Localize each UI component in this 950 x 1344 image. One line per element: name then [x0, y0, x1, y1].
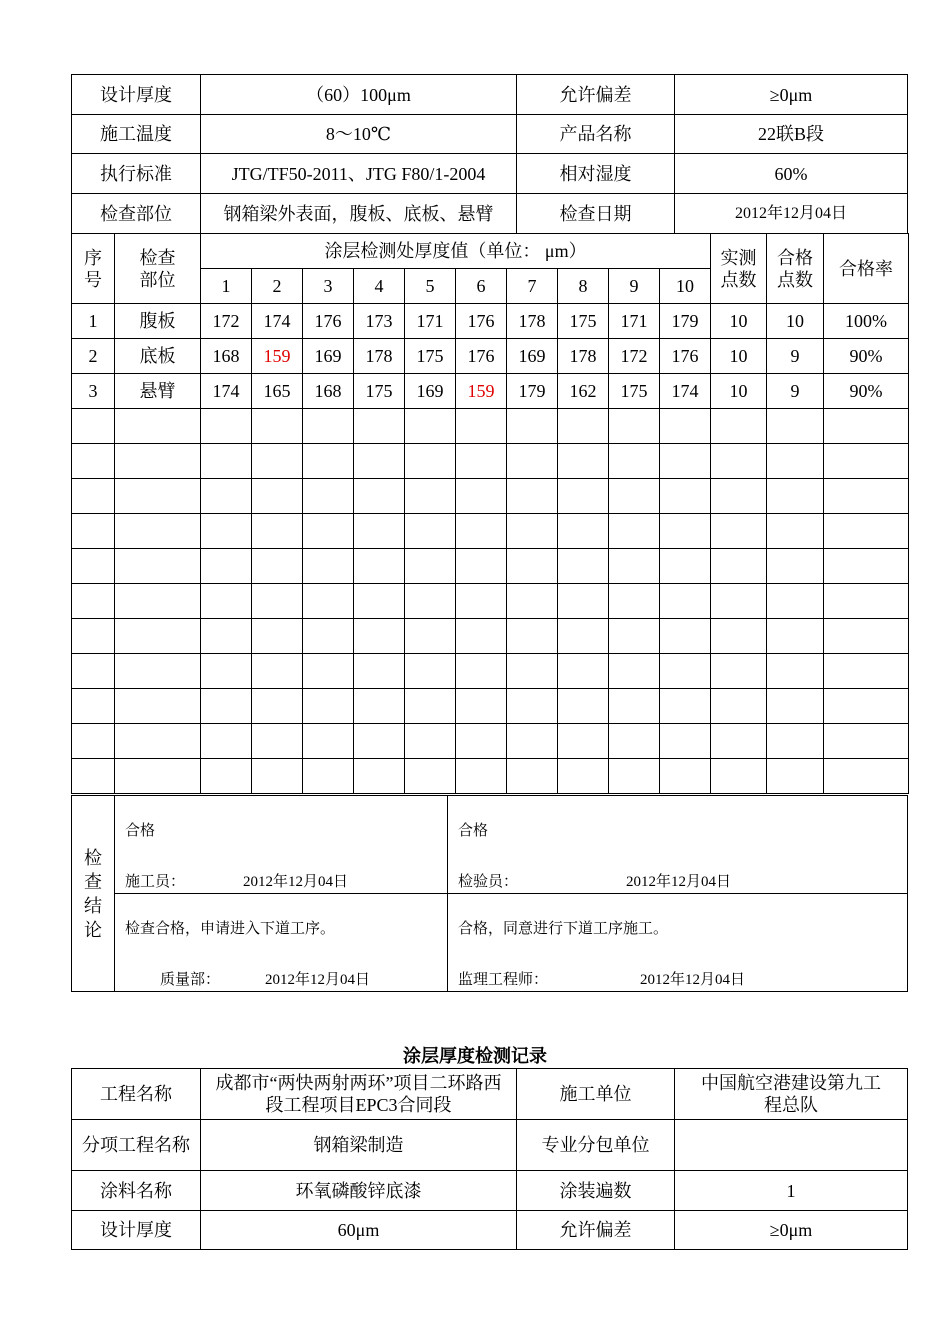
header-pass: 合格点数	[767, 234, 824, 304]
empty-cell	[456, 479, 507, 514]
empty-cell	[201, 759, 252, 794]
empty-cell	[303, 514, 354, 549]
empty-cell	[354, 689, 405, 724]
empty-cell	[72, 584, 115, 619]
inspector-result: 合格	[458, 823, 489, 839]
empty-cell	[115, 409, 201, 444]
empty-cell	[711, 619, 767, 654]
empty-cell	[72, 759, 115, 794]
construction-date: 2012年12月04日	[243, 874, 349, 890]
empty-cell	[115, 444, 201, 479]
value: 172	[201, 304, 252, 339]
value: 1	[675, 1171, 908, 1211]
value: 176	[456, 339, 507, 374]
part: 悬臂	[115, 374, 201, 409]
empty-cell	[201, 724, 252, 759]
value: 60%	[675, 154, 908, 194]
empty-cell	[507, 689, 558, 724]
value-failed: 159	[456, 374, 507, 409]
empty-cell	[824, 654, 909, 689]
empty-cell	[711, 584, 767, 619]
point-header: 3	[303, 269, 354, 304]
empty-cell	[456, 654, 507, 689]
value: 168	[201, 339, 252, 374]
empty-cell	[354, 444, 405, 479]
empty-cell	[303, 444, 354, 479]
empty-cell	[252, 619, 303, 654]
empty-cell	[72, 514, 115, 549]
empty-cell	[767, 689, 824, 724]
empty-cell	[456, 514, 507, 549]
empty-cell	[507, 654, 558, 689]
header-part: 检查部位	[115, 234, 201, 304]
value: 169	[405, 374, 456, 409]
value: ≥0μm	[675, 75, 908, 115]
empty-cell	[767, 409, 824, 444]
value: 175	[558, 304, 609, 339]
empty-row	[72, 759, 909, 794]
point-header: 5	[405, 269, 456, 304]
empty-cell	[201, 654, 252, 689]
empty-cell	[711, 759, 767, 794]
empty-cell	[660, 479, 711, 514]
empty-cell	[72, 689, 115, 724]
empty-cell	[824, 409, 909, 444]
second-info-table	[71, 1068, 908, 1250]
empty-cell	[303, 479, 354, 514]
info-table	[71, 74, 908, 234]
empty-cell	[456, 724, 507, 759]
empty-cell	[405, 724, 456, 759]
inspector-cell	[448, 796, 908, 894]
supervisor-result: 合格，同意进行下道工序施工。	[458, 921, 669, 937]
label: 涂料名称	[72, 1171, 201, 1211]
empty-cell	[824, 584, 909, 619]
empty-cell	[456, 619, 507, 654]
seq: 3	[72, 374, 115, 409]
supervisor-signer: 监理工程师：	[458, 972, 549, 988]
empty-cell	[72, 444, 115, 479]
empty-cell	[354, 759, 405, 794]
empty-cell	[609, 619, 660, 654]
label: 施工温度	[72, 115, 201, 154]
empty-cell	[609, 724, 660, 759]
empty-cell	[405, 654, 456, 689]
supervisor-date: 2012年12月04日	[640, 972, 746, 988]
empty-cell	[824, 689, 909, 724]
empty-cell	[201, 479, 252, 514]
empty-row	[72, 409, 909, 444]
empty-cell	[201, 689, 252, 724]
empty-cell	[660, 549, 711, 584]
empty-cell	[201, 549, 252, 584]
empty-cell	[558, 479, 609, 514]
rate: 100%	[824, 304, 909, 339]
label: 允许偏差	[517, 1211, 675, 1250]
empty-row	[72, 549, 909, 584]
empty-cell	[507, 479, 558, 514]
construction-signer: 施工员：	[125, 874, 186, 890]
value: （60）100μm	[201, 75, 517, 115]
empty-cell	[711, 689, 767, 724]
value: 176	[303, 304, 354, 339]
label: 相对湿度	[517, 154, 675, 194]
empty-cell	[456, 759, 507, 794]
value: 22联B段	[675, 115, 908, 154]
value: 178	[507, 304, 558, 339]
construction-cell	[115, 796, 448, 894]
supervisor-cell	[448, 894, 908, 992]
inspector-signer: 检验员：	[458, 874, 519, 890]
empty-cell	[660, 514, 711, 549]
value: ≥0μm	[675, 1211, 908, 1250]
empty-cell	[252, 584, 303, 619]
empty-cell	[354, 514, 405, 549]
empty-cell	[201, 619, 252, 654]
part: 腹板	[115, 304, 201, 339]
empty-cell	[115, 759, 201, 794]
empty-cell	[303, 724, 354, 759]
empty-cell	[405, 409, 456, 444]
point-header: 2	[252, 269, 303, 304]
empty-cell	[824, 619, 909, 654]
point-header: 10	[660, 269, 711, 304]
empty-cell	[72, 654, 115, 689]
empty-cell	[456, 584, 507, 619]
table-row	[72, 339, 909, 374]
empty-cell	[558, 584, 609, 619]
empty-cell	[558, 759, 609, 794]
empty-cell	[660, 724, 711, 759]
empty-cell	[507, 759, 558, 794]
value: JTG/TF50-2011、JTG F80/1-2004	[201, 154, 517, 194]
empty-cell	[354, 549, 405, 584]
empty-cell	[824, 759, 909, 794]
construction-result: 合格	[125, 823, 156, 839]
label: 工程名称	[72, 1069, 201, 1120]
value: 176	[660, 339, 711, 374]
empty-cell	[354, 724, 405, 759]
empty-cell	[767, 514, 824, 549]
seq: 2	[72, 339, 115, 374]
label: 涂装遍数	[517, 1171, 675, 1211]
empty-cell	[303, 584, 354, 619]
value: 179	[660, 304, 711, 339]
empty-cell	[609, 409, 660, 444]
header-thickness: 涂层检测处厚度值（单位： μm）	[201, 234, 711, 269]
empty-cell	[405, 444, 456, 479]
empty-cell	[115, 619, 201, 654]
empty-cell	[507, 409, 558, 444]
empty-cell	[201, 444, 252, 479]
empty-cell	[824, 444, 909, 479]
label: 产品名称	[517, 115, 675, 154]
empty-cell	[507, 584, 558, 619]
empty-cell	[558, 689, 609, 724]
conclusion-label	[72, 796, 115, 992]
value: 174	[252, 304, 303, 339]
empty-cell	[252, 479, 303, 514]
empty-cell	[507, 444, 558, 479]
value: 175	[405, 339, 456, 374]
empty-cell	[609, 514, 660, 549]
empty-cell	[252, 689, 303, 724]
header-rate: 合格率	[824, 234, 909, 304]
quality-date: 2012年12月04日	[265, 972, 371, 988]
empty-rows	[72, 409, 909, 794]
empty-cell	[405, 549, 456, 584]
empty-cell	[456, 549, 507, 584]
empty-cell	[72, 619, 115, 654]
empty-cell	[72, 549, 115, 584]
empty-cell	[711, 724, 767, 759]
empty-cell	[252, 409, 303, 444]
value: 165	[252, 374, 303, 409]
empty-cell	[354, 654, 405, 689]
label: 分项工程名称	[72, 1120, 201, 1171]
inspector-date: 2012年12月04日	[626, 874, 732, 890]
empty-cell	[201, 514, 252, 549]
empty-cell	[72, 724, 115, 759]
empty-cell	[824, 549, 909, 584]
empty-cell	[507, 619, 558, 654]
empty-cell	[824, 514, 909, 549]
value: 178	[558, 339, 609, 374]
value: 2012年12月04日	[675, 194, 908, 234]
value: 169	[303, 339, 354, 374]
empty-cell	[115, 514, 201, 549]
empty-cell	[660, 654, 711, 689]
value: 173	[354, 304, 405, 339]
value: 中国航空港建设第九工程总队	[675, 1069, 908, 1120]
empty-cell	[711, 479, 767, 514]
label: 执行标准	[72, 154, 201, 194]
empty-cell	[507, 549, 558, 584]
point-header: 6	[456, 269, 507, 304]
record-title: 涂层厚度检测记录	[403, 1046, 547, 1067]
value: 成都市“两快两射两环”项目二环路西段工程项目EPC3合同段	[201, 1069, 517, 1120]
header-measured: 实测点数	[711, 234, 767, 304]
empty-row	[72, 689, 909, 724]
conclusion-table	[71, 795, 908, 992]
empty-cell	[115, 549, 201, 584]
empty-cell	[711, 444, 767, 479]
empty-cell	[252, 549, 303, 584]
empty-cell	[767, 479, 824, 514]
value	[675, 1120, 908, 1171]
empty-cell	[72, 479, 115, 514]
empty-cell	[711, 409, 767, 444]
empty-cell	[558, 724, 609, 759]
value: 钢箱梁外表面，腹板、底板、悬臂	[201, 194, 517, 234]
label: 检查部位	[72, 194, 201, 234]
empty-cell	[115, 724, 201, 759]
empty-cell	[201, 584, 252, 619]
measured: 10	[711, 339, 767, 374]
header-seq: 序号	[72, 234, 115, 304]
value: 60μm	[201, 1211, 517, 1250]
empty-cell	[507, 724, 558, 759]
empty-cell	[303, 619, 354, 654]
empty-cell	[405, 584, 456, 619]
quality-signer: 质量部：	[160, 972, 221, 988]
empty-cell	[303, 654, 354, 689]
value: 8～10℃	[201, 115, 517, 154]
measured: 10	[711, 374, 767, 409]
empty-cell	[354, 479, 405, 514]
point-header: 1	[201, 269, 252, 304]
empty-cell	[354, 409, 405, 444]
empty-cell	[252, 759, 303, 794]
pass: 10	[767, 304, 824, 339]
part: 底板	[115, 339, 201, 374]
value: 179	[507, 374, 558, 409]
quality-result: 检查合格，申请进入下道工序。	[125, 921, 336, 937]
empty-cell	[354, 619, 405, 654]
empty-cell	[252, 654, 303, 689]
empty-cell	[609, 689, 660, 724]
empty-cell	[660, 409, 711, 444]
empty-cell	[660, 619, 711, 654]
empty-cell	[303, 549, 354, 584]
point-header: 4	[354, 269, 405, 304]
empty-cell	[72, 409, 115, 444]
empty-cell	[660, 584, 711, 619]
empty-cell	[507, 514, 558, 549]
empty-cell	[405, 479, 456, 514]
value: 176	[456, 304, 507, 339]
empty-row	[72, 514, 909, 549]
empty-cell	[824, 479, 909, 514]
conclusion-label-text: 检查结论	[84, 847, 102, 940]
empty-row	[72, 654, 909, 689]
empty-cell	[767, 759, 824, 794]
empty-cell	[303, 759, 354, 794]
empty-cell	[660, 759, 711, 794]
empty-cell	[456, 409, 507, 444]
empty-cell	[767, 444, 824, 479]
empty-cell	[115, 479, 201, 514]
empty-cell	[558, 654, 609, 689]
table-row	[72, 374, 909, 409]
empty-cell	[252, 724, 303, 759]
value: 174	[660, 374, 711, 409]
point-header: 8	[558, 269, 609, 304]
value: 168	[303, 374, 354, 409]
empty-cell	[252, 514, 303, 549]
empty-row	[72, 584, 909, 619]
empty-cell	[609, 549, 660, 584]
empty-cell	[660, 689, 711, 724]
empty-cell	[456, 689, 507, 724]
empty-row	[72, 479, 909, 514]
empty-cell	[115, 654, 201, 689]
rate: 90%	[824, 339, 909, 374]
empty-cell	[201, 409, 252, 444]
empty-cell	[558, 409, 609, 444]
empty-cell	[405, 514, 456, 549]
quality-cell	[115, 894, 448, 992]
empty-cell	[558, 444, 609, 479]
value: 171	[609, 304, 660, 339]
empty-row	[72, 444, 909, 479]
empty-cell	[660, 444, 711, 479]
value-failed: 159	[252, 339, 303, 374]
empty-cell	[558, 549, 609, 584]
empty-cell	[252, 444, 303, 479]
label: 施工单位	[517, 1069, 675, 1120]
empty-cell	[711, 654, 767, 689]
point-header: 9	[609, 269, 660, 304]
value: 162	[558, 374, 609, 409]
empty-cell	[405, 759, 456, 794]
table-row	[72, 304, 909, 339]
empty-cell	[767, 584, 824, 619]
pass: 9	[767, 339, 824, 374]
value: 172	[609, 339, 660, 374]
measured: 10	[711, 304, 767, 339]
empty-cell	[405, 689, 456, 724]
label: 专业分包单位	[517, 1120, 675, 1171]
empty-cell	[609, 654, 660, 689]
label: 设计厚度	[72, 75, 201, 115]
empty-cell	[558, 514, 609, 549]
seq: 1	[72, 304, 115, 339]
empty-cell	[609, 759, 660, 794]
empty-cell	[711, 549, 767, 584]
empty-cell	[456, 444, 507, 479]
empty-cell	[767, 654, 824, 689]
value: 178	[354, 339, 405, 374]
value: 钢箱梁制造	[201, 1120, 517, 1171]
measurement-table	[71, 233, 909, 794]
value: 175	[609, 374, 660, 409]
empty-cell	[824, 724, 909, 759]
value: 169	[507, 339, 558, 374]
empty-cell	[558, 619, 609, 654]
label: 设计厚度	[72, 1211, 201, 1250]
empty-cell	[115, 584, 201, 619]
empty-cell	[767, 549, 824, 584]
empty-cell	[609, 584, 660, 619]
empty-cell	[115, 689, 201, 724]
label: 允许偏差	[517, 75, 675, 115]
empty-cell	[711, 514, 767, 549]
value: 171	[405, 304, 456, 339]
empty-row	[72, 619, 909, 654]
empty-cell	[609, 444, 660, 479]
empty-cell	[354, 584, 405, 619]
label: 检查日期	[517, 194, 675, 234]
rate: 90%	[824, 374, 909, 409]
empty-row	[72, 724, 909, 759]
empty-cell	[767, 724, 824, 759]
empty-cell	[303, 689, 354, 724]
point-header: 7	[507, 269, 558, 304]
value: 175	[354, 374, 405, 409]
empty-cell	[303, 409, 354, 444]
pass: 9	[767, 374, 824, 409]
empty-cell	[767, 619, 824, 654]
empty-cell	[609, 479, 660, 514]
value: 174	[201, 374, 252, 409]
empty-cell	[405, 619, 456, 654]
value: 环氧磷酸锌底漆	[201, 1171, 517, 1211]
